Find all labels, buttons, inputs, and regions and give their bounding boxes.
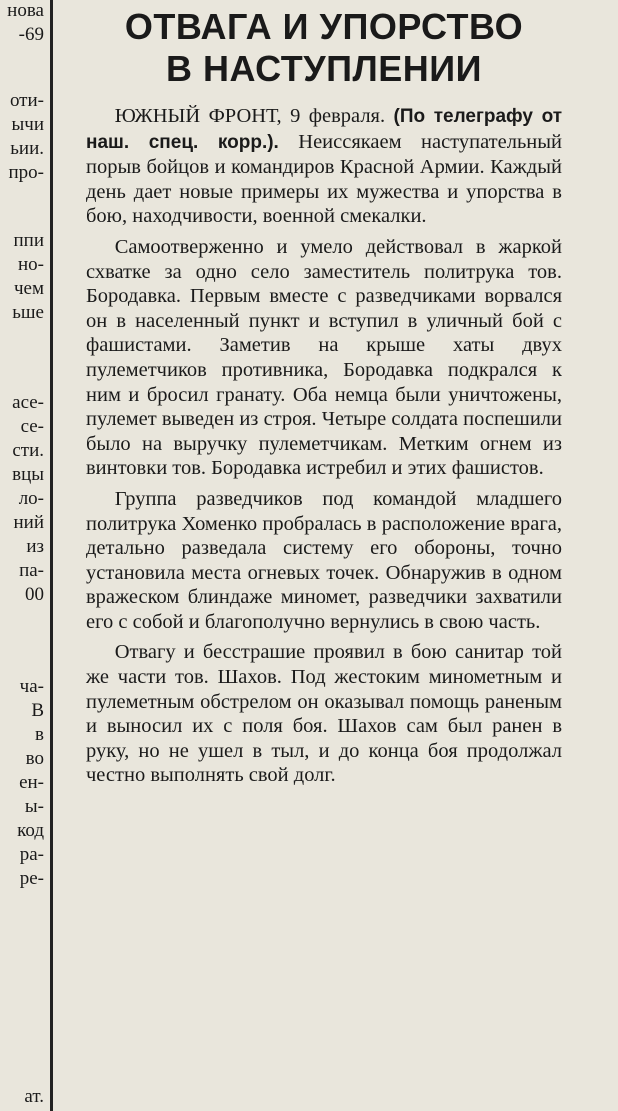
adjacent-column-fragment: оти- bbox=[9, 90, 44, 111]
paragraph-1-text: Неиссякаем наступательный порыв бойцов и командиров Красной Армии. Каждый день дает новые примеры их мужества и упорства в бою, находчивости, военной смекалки. bbox=[86, 130, 563, 228]
column-divider bbox=[50, 0, 53, 1111]
adjacent-column-fragments bbox=[0, 0, 50, 1111]
headline bbox=[86, 6, 562, 90]
headline-line-1: ОТВАГА И УПОРСТВО bbox=[124, 6, 524, 47]
adjacent-column-fragment: ат. bbox=[24, 1086, 44, 1107]
source-note: (По телеграфу от наш. спец. корр.). bbox=[86, 106, 563, 153]
adjacent-column-fragment: но- bbox=[18, 254, 44, 275]
adjacent-column-fragment: се- bbox=[20, 416, 44, 437]
adjacent-column-fragment: ча- bbox=[19, 676, 44, 697]
adjacent-column-fragment: ре- bbox=[19, 868, 44, 889]
dateline: ЮЖНЫЙ ФРОНТ, 9 февраля. bbox=[114, 105, 386, 127]
adjacent-column-fragment: во bbox=[25, 748, 44, 769]
adjacent-column-fragment: па- bbox=[19, 560, 44, 581]
headline-line-2: В НАСТУПЛЕНИИ bbox=[166, 48, 482, 89]
adjacent-column-fragment: сти. bbox=[12, 440, 44, 461]
adjacent-column-fragment: нова bbox=[7, 0, 44, 21]
adjacent-column-fragment: в bbox=[35, 724, 44, 745]
adjacent-column-fragment: вцы bbox=[12, 464, 44, 485]
paragraph-1 bbox=[86, 104, 562, 229]
adjacent-column-fragment: чем bbox=[13, 278, 44, 299]
adjacent-column-fragment: ен- bbox=[19, 772, 44, 793]
adjacent-column-fragment: из bbox=[26, 536, 44, 557]
adjacent-column-fragment: В bbox=[31, 700, 44, 721]
adjacent-column-fragment: ычи bbox=[11, 114, 44, 135]
adjacent-column-fragment: ьии. bbox=[10, 138, 44, 159]
adjacent-column-fragment: -69 bbox=[18, 24, 44, 45]
adjacent-column-fragment: ы- bbox=[24, 796, 44, 817]
article-body bbox=[86, 104, 562, 788]
article bbox=[86, 6, 562, 794]
adjacent-column-fragment: ппи bbox=[13, 230, 44, 251]
adjacent-column-fragment: ний bbox=[13, 512, 44, 533]
paragraph-4: Отвагу и бесстрашие проявил в бою санитар той же части тов. Шахов. Под жестоким минометным и пулеметным обстрелом он оказывал помощь раненым и выносил их с поля боя. Шахов сам был ранен в руку, но не ушел в тыл, и до конца боя продолжал честно выполнять свой долг. bbox=[86, 641, 562, 787]
adjacent-column-fragment: про- bbox=[8, 162, 44, 183]
adjacent-column-fragment: ьше bbox=[12, 302, 44, 323]
adjacent-column-fragment: ра- bbox=[19, 844, 44, 865]
adjacent-column-fragment: ло- bbox=[18, 488, 44, 509]
adjacent-column-fragment: асе- bbox=[12, 392, 44, 413]
paragraph-2: Самоотверженно и умело действовал в жаркой схватке за одно село заместитель политрука тов. Бородавка. Первым вместе с разведчиками ворвался он в населенный пункт и вступил в уличный бой с фашистами. Заметив на крыше хаты двух пулеметчиков противника, Бородавка подкрался к ним и бросил гранату. Оба немца были уничтожены, пулемет выведен из строя. Четыре солдата поспешили было на выручку пулеметчикам. Метким огнем из винтовки тов. Бородавка истребил и этих фашистов. bbox=[86, 235, 562, 480]
adjacent-column-fragment: код bbox=[17, 820, 44, 841]
adjacent-column-fragment: 00 bbox=[25, 584, 44, 605]
paragraph-3: Группа разведчиков под командой младшего политрука Хоменко пробралась в расположение врага, детально разведала систему его обороны, точно установила места огневых точек. Обнаружив в одном вражеском блиндаже миномет, разведчики захватили его с собой и благополучно вернулись в свою часть. bbox=[86, 487, 562, 633]
